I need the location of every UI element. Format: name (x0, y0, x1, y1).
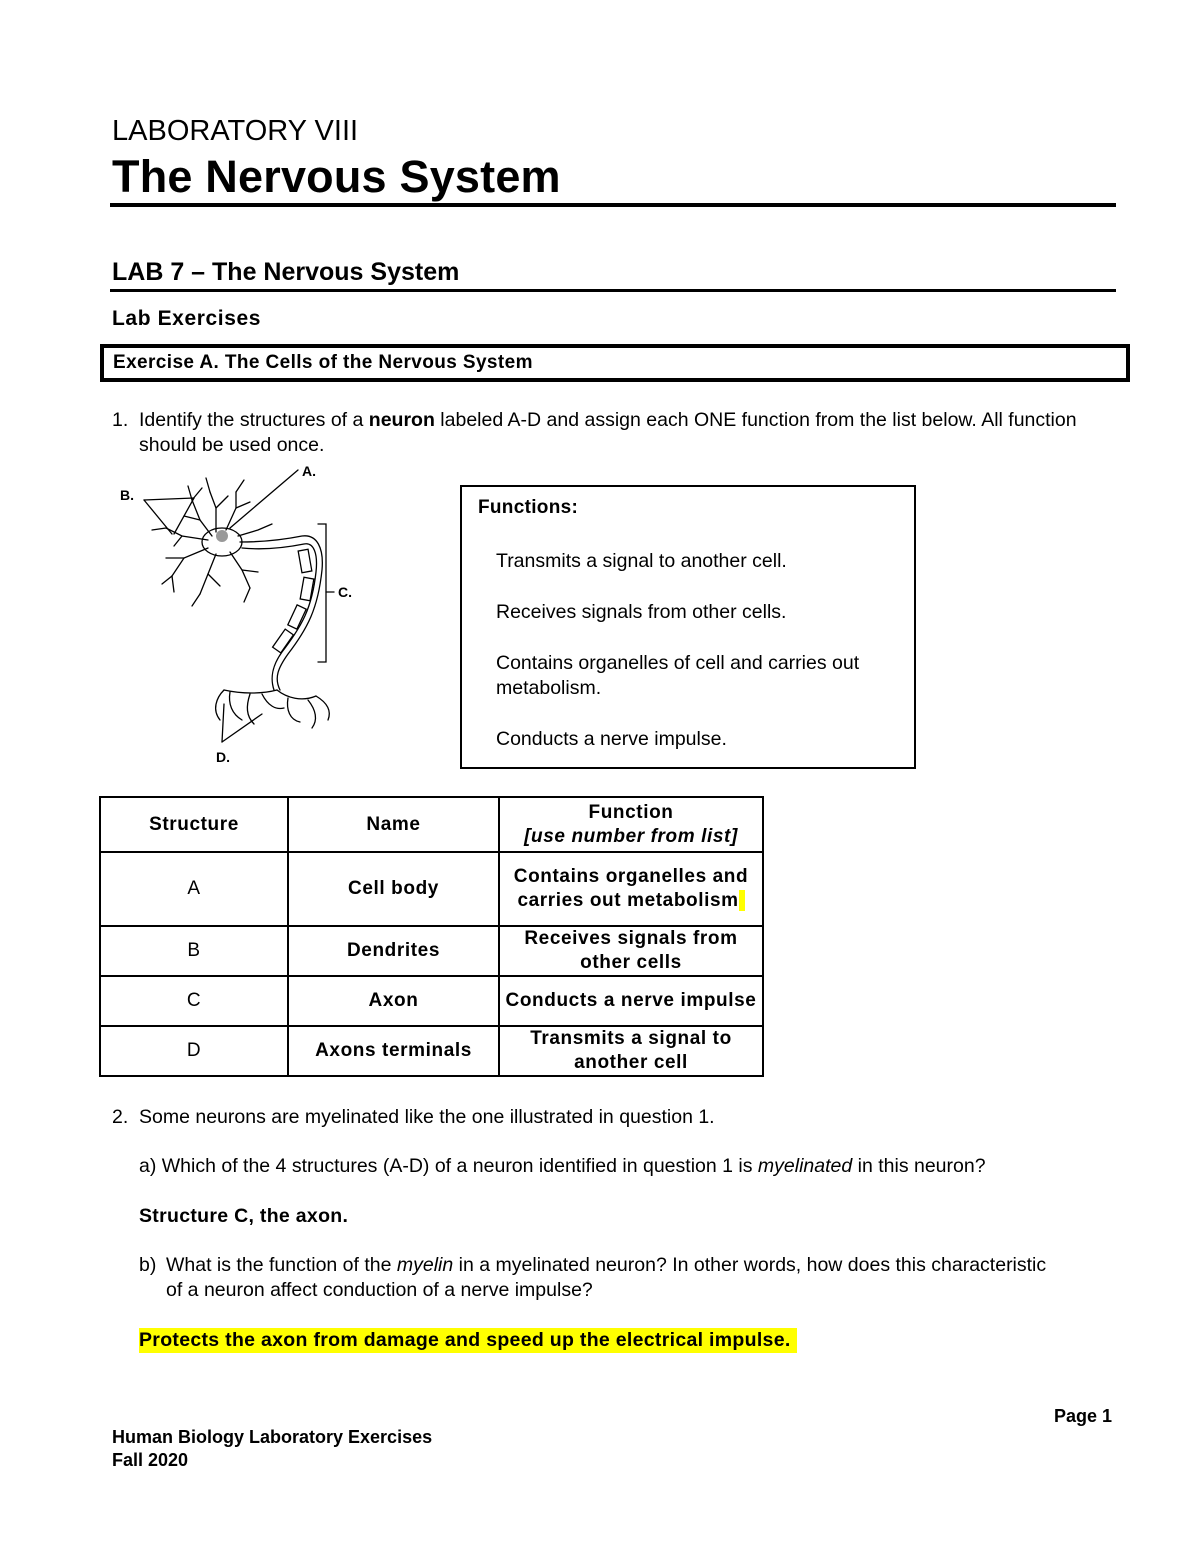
cell-function-text: Contains organelles and carries out metabolism (513, 866, 749, 911)
question-2b-marker: b) (139, 1254, 157, 1276)
table-row (100, 976, 763, 1026)
cell-function: Receives signals from other cells (499, 926, 763, 976)
question-1-bold-word: neuron (368, 409, 435, 431)
cell-structure: D (100, 1026, 288, 1076)
cell-structure: B (100, 926, 288, 976)
cell-function: Conducts a nerve impulse (499, 976, 763, 1026)
highlight-mark (739, 890, 745, 911)
question-2-number: 2. (112, 1106, 129, 1128)
section-heading: Lab Exercises (112, 307, 262, 330)
function-item: Contains organelles of cell and carries out metabolism. (496, 652, 860, 699)
title-divider (110, 203, 1116, 207)
nucleus-icon (216, 530, 228, 542)
cell-name: Axons terminals (288, 1026, 499, 1076)
question-2b-text: in a myelinated neuron? In other words, how does this characteristic of a neuron affect conduction of a nerve impulse? (166, 1254, 1047, 1301)
page-number: Page 1 (1054, 1406, 1113, 1426)
diagram-label-b: B. (120, 487, 134, 503)
structure-table (99, 796, 764, 1077)
cell-function: Transmits a signal to another cell (499, 1026, 763, 1076)
exercise-heading-box (100, 344, 1130, 382)
page-title: The Nervous System (112, 151, 561, 202)
function-item: Receives signals from other cells. (496, 601, 787, 623)
question-1-text-part: labeled A-D and assign each ONE function from the list below. All function should be used once. (139, 409, 1077, 456)
function-item: Conducts a nerve impulse. (496, 728, 727, 750)
question-2b (166, 1253, 1066, 1303)
answer-2b: Protects the axon from damage and speed up the electrical impulse. (139, 1328, 797, 1353)
question-2b-text: What is the function of the (166, 1254, 397, 1276)
question-2a-text: Which of the 4 structures (A-D) of a neuron identified in question 1 is (156, 1155, 758, 1177)
answer-2a: Structure C, the axon. (139, 1205, 349, 1227)
subtitle-divider (110, 289, 1116, 292)
diagram-label-a: A. (302, 463, 316, 479)
question-1-number: 1. (112, 409, 129, 431)
question-2a-text: in this neuron? (852, 1155, 986, 1177)
functions-list (496, 549, 906, 778)
cell-name: Dendrites (288, 926, 499, 976)
exercise-heading: Exercise A. The Cells of the Nervous System (113, 352, 533, 373)
question-2a (139, 1154, 986, 1179)
cell-function (499, 852, 763, 926)
cell-name: Axon (288, 976, 499, 1026)
neuron-diagram (112, 458, 372, 770)
header-function-subtitle: [use number from list] (524, 825, 738, 847)
footer-term: Fall 2020 (112, 1450, 189, 1470)
diagram-label-c: C. (338, 584, 352, 600)
function-item: Transmits a signal to another cell. (496, 550, 787, 572)
cell-name: Cell body (288, 852, 499, 926)
table-header-row (100, 797, 763, 852)
table-row (100, 852, 763, 926)
question-2a-italic: myelinated (757, 1155, 853, 1177)
lab-subtitle: LAB 7 – The Nervous System (112, 258, 460, 286)
functions-title: Functions: (478, 497, 579, 518)
table-row (100, 926, 763, 976)
table-row (100, 1026, 763, 1076)
question-2a-marker: a) (139, 1155, 157, 1177)
header-function-title: Function (588, 801, 674, 823)
question-2-text: Some neurons are myelinated like the one illustrated in question 1. (139, 1106, 715, 1128)
cell-structure: C (100, 976, 288, 1026)
header-function (499, 797, 763, 852)
question-2b-italic: myelin (396, 1254, 454, 1276)
header-structure: Structure (100, 797, 288, 852)
question-1-text (139, 408, 1114, 458)
functions-box (460, 485, 916, 769)
header-name: Name (288, 797, 499, 852)
question-1-text-part: Identify the structures of a (139, 409, 369, 431)
diagram-label-d: D. (216, 749, 230, 765)
cell-structure: A (100, 852, 288, 926)
lab-number: LABORATORY VIII (112, 115, 359, 147)
footer-course: Human Biology Laboratory Exercises (112, 1427, 433, 1447)
